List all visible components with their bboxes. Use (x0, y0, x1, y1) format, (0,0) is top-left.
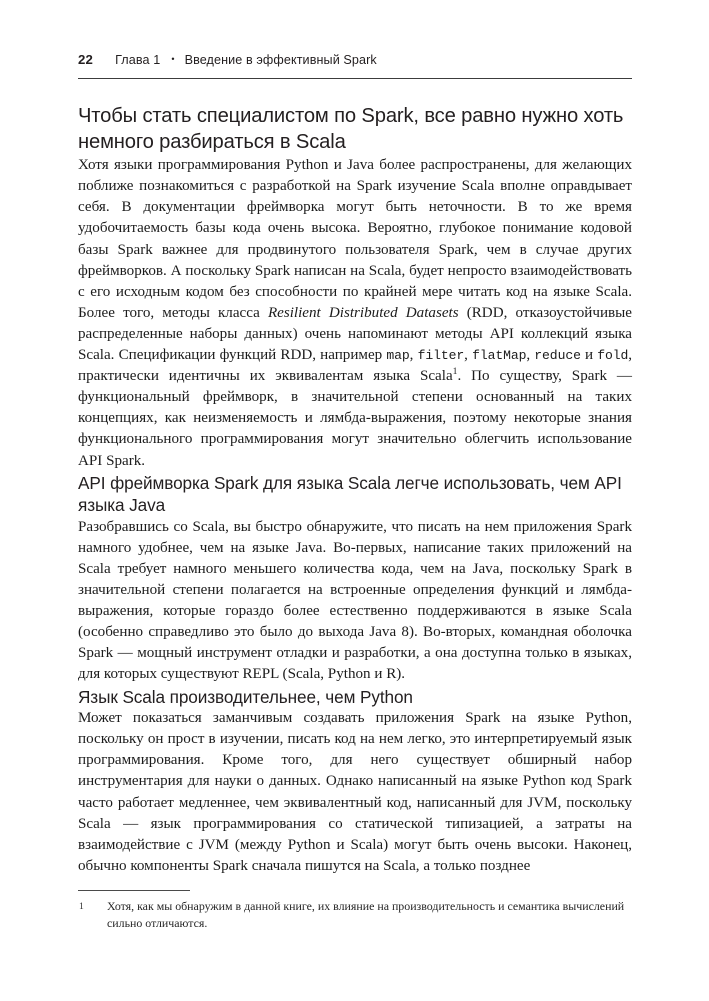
section-heading-scala-specialist: Чтобы стать специалистом по Spark, все равно нужно хоть немного разбираться в Scala (78, 105, 624, 153)
paragraph-scala-api: Разобравшись со Scala, вы быстро обнаружите, что писать на нем приложения Spark намного удобнее, чем на языке Java. Во-первых, написание таких приложений на Scala требует намного меньшего количества кода, чем на Java, поскольку Spark в значительной степени полагается на встроенные определения функций и лямбда-выражения, которые гораздо более естественно поддерживаются в языке Scala (особенно справедливо это было до выхода Java 8). Во-вторых, командная оболочка Spark — мощный инструмент отладки и разработки, а она доступна только в языках, для которых существуют REPL (Scala, Python и R). (78, 518, 632, 683)
bullet-separator-icon: • (171, 54, 175, 64)
code-term-filter: filter (417, 348, 465, 364)
code-term-fold: fold (597, 348, 629, 364)
paragraph-text-part: . По существу, Spark — функциональный фреймворк, в значительной степени основанный на таких концепциях, как неизменяемость и лямбда-выражения, поэтому некоторые знания функционального программирования могут значительно облегчить использование API Spark. (78, 368, 632, 469)
page-number: 22 (78, 52, 94, 67)
paragraph-scala-specialist (78, 155, 632, 471)
footnote-text: Хотя, как мы обнаружим в данной книге, их влияние на производительность и семантика вычислений сильно отличаются. (107, 899, 625, 930)
term-rdd-italic: Resilient Distributed Datasets (267, 304, 459, 321)
footnote-divider (78, 890, 190, 891)
footnote-marker: 1 (79, 900, 84, 912)
paragraph-text-part: , (526, 347, 535, 364)
section-heading-scala-api: API фреймворка Spark для языка Scala легче использовать, чем API языка Java (78, 472, 622, 516)
paragraph-text-part: Хотя языки программирования Python и Java более распространены, для желающих поближе познакомиться с разработкой на Spark изучение Scala вполне оправдывает себя. В документации фреймворка могут быть неточности. В то же время удобочитаемость базы кода очень высока. Вероятно, глубокое понимание кодовой базы Spark важнее для продвинутого пользователя Spark, чем в случае других фреймворков. А поскольку Spark написан на Scala, будет непросто взаимодействовать с его исходным кодом без способности по крайней мере читать код на языке Scala. Более того, методы класса (78, 157, 632, 321)
chapter-label: Глава 1 (115, 53, 161, 67)
chapter-title: Введение в эффективный Spark (184, 53, 377, 67)
section-heading-scala-performance: Язык Scala производительнее, чем Python (78, 686, 413, 707)
running-header (78, 52, 632, 67)
header-divider (78, 78, 632, 79)
code-term-reduce: reduce (534, 348, 581, 364)
paragraph-text-part: (RDD, отказоустойчивые распределенные наборы данных) очень напоминают методы API коллекций языка Scala. Спецификации функций RDD, например (78, 304, 633, 364)
paragraph-text-part: , (464, 347, 473, 364)
paragraph-text-part: , (409, 347, 418, 364)
footnote-zone (78, 890, 632, 931)
code-term-flatmap: flatMap (472, 348, 527, 364)
footnote-entry (78, 898, 632, 931)
paragraph-text-part: и (580, 347, 598, 364)
footnote-reference-1[interactable]: 1 (452, 366, 458, 378)
code-term-map: map (386, 348, 410, 364)
paragraph-scala-performance: Может показаться заманчивым создавать приложения Spark на языке Python, поскольку он прост в изучении, писать код на нем легко, это интерпретируемый язык программирования. Кроме того, для него существует обширный набор инструментария для науки о данных. Однако написанный на языке Python код Spark часто работает медленнее, чем эквивалентный код, написанный для JVM, поскольку Scala — язык программирования со статической типизацией, а затраты на взаимодействие с JVM (между Python и Scala) могут быть очень высоки. Наконец, обычно компоненты Spark сначала пишутся на Scala, а только позднее (78, 710, 632, 874)
paragraph-text-part: , практически идентичны их эквивалентам языка Scala (78, 347, 633, 385)
content-column (78, 104, 632, 877)
